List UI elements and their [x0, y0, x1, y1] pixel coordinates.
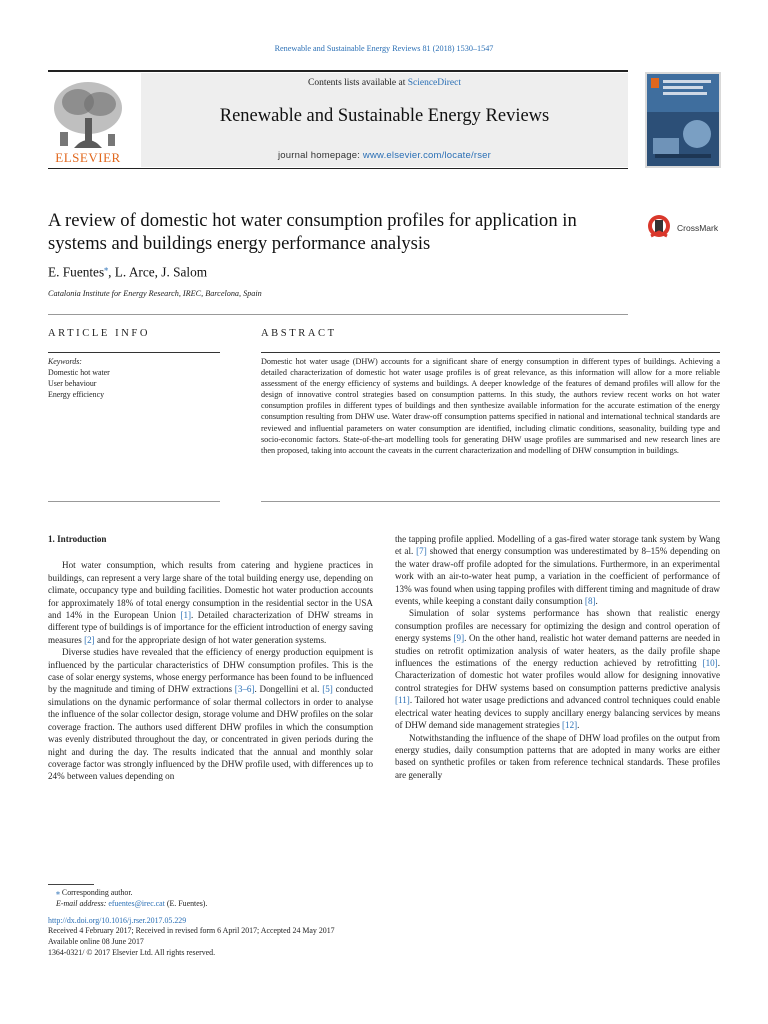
section-title: 1. Introduction [48, 534, 107, 544]
crossmark-icon[interactable] [647, 212, 671, 242]
keywords-block [48, 356, 110, 400]
body-left-column [48, 533, 373, 783]
crossmark-label[interactable]: CrossMark [677, 223, 719, 233]
email-label: E-mail address: [56, 898, 109, 908]
keywords-label: Keywords: [48, 357, 82, 366]
footnote-block [48, 888, 335, 959]
footnote-rule [48, 884, 94, 885]
doi-link[interactable]: http://dx.doi.org/10.1016/j.rser.2017.05.229 [48, 915, 187, 925]
journal-title: Renewable and Sustainable Energy Reviews [219, 106, 550, 126]
author-list [48, 264, 207, 280]
citation-link[interactable]: [7] [416, 546, 427, 557]
available-online: Available online 08 June 2017 [48, 937, 144, 947]
abstract-heading: ABSTRACT [261, 328, 337, 339]
author-affiliation: Catalonia Institute for Energy Research, IREC, Barcelona, Spain [48, 289, 262, 298]
email-link[interactable]: efuentes@irec.cat [108, 898, 165, 908]
author-others: , L. Arce, J. Salom [108, 264, 208, 280]
contents-line [141, 78, 628, 88]
article-info-bottom-rule [48, 501, 220, 502]
citation-link[interactable]: [3–6] [234, 684, 255, 695]
citation-link[interactable]: [1] [180, 610, 192, 621]
body-right-column [395, 533, 720, 781]
journal-cover-image [645, 72, 721, 168]
paragraph: the tapping profile applied. Modelling of a gas-fired water storage tank system by Wang et al. [7] showed that energy consumption was underestimated by 8–15% depending on the water draw-off profile adopted for the simulations. Furthermore, in an experimental work with an air-to-water heat pump, a variation in the coefficient of performance of 13% was found when using tapping profiles with different timing and magnitude of draw events, while keeping a constant daily consumption [8]. [395, 534, 720, 607]
corresponding-author-mark[interactable]: ⁎ [104, 264, 109, 273]
homepage-link[interactable]: www.elsevier.com/locate/rser [362, 150, 492, 161]
header-top-rule [48, 70, 628, 72]
keyword-item: Energy efficiency [48, 390, 105, 399]
citation-link[interactable]: [12] [562, 720, 578, 731]
citation-link[interactable]: [5] [322, 684, 333, 695]
article-info-heading: ARTICLE INFO [48, 328, 151, 339]
citation-link[interactable]: [8] [584, 596, 596, 607]
keyword-item: Domestic hot water [48, 368, 110, 377]
paragraph: Hot water consumption, which results from catering and hygiene practices in buildings, can represent a very large share of the total building energy use, depending on climate, occupancy type and building facilities. Domestic hot water production accounts for approximately 18% of total energy consumption in the residential sector in the USA and 14% in the European Union [1]. Detailed characterization of DHW streams in different type of buildings is of importance for the efficient introduction of energy saving measures [2] and for the appropriate design of hot water generation systems. [48, 560, 373, 645]
abstract-rule [261, 352, 720, 353]
elsevier-wordmark: ELSEVIER [55, 150, 121, 165]
citation-link[interactable]: [10] [702, 658, 718, 669]
citation-link[interactable]: [9] [453, 633, 465, 644]
journal-citation[interactable]: Renewable and Sustainable Energy Reviews 81 (2018) 1530–1547 [274, 44, 494, 53]
homepage-prefix: journal homepage: [277, 150, 363, 161]
abstract-text: Domestic hot water usage (DHW) accounts for a significant share of energy consumption in different types of buildings. Achieving a detailed characterization of domestic hot water usage profiles is of great relevance, as this information will allow for a more reliable assessment of the energy efficiency of systems and buildings. A deeper knowledge of the features of demand profiles will allow for the design of innovative control strategies based on consumption patterns. In this study, the authors review recent works on hot water consumption profiles in different types of buildings and then synthesize available information for the accurate estimation of the energy consumption resulting from DHW use. Water draw-off consumption patterns specified in national and international technical standards are reviewed and influential parameters on water consumption are identified, including climatic conditions, seasonality, building type and socio-economic factors. State-of-the-art modelling tools for generating DHW usage profiles are summarised and new research lines are then proposed, taking into account the caveats in the current characterization and modelling of DHW consumption in buildings. [261, 357, 720, 455]
footnote-mark: ⁎ [56, 888, 60, 897]
contents-prefix: Contents lists available at [307, 78, 408, 88]
section-divider [48, 314, 628, 315]
email-line: E-mail address: efuentes@irec.cat (E. Fuentes). [56, 898, 208, 908]
corresponding-author-note: ⁎ Corresponding author. [56, 888, 133, 897]
header-bottom-rule [48, 168, 628, 169]
abstract-bottom-rule [261, 501, 720, 502]
journal-homepage-line [141, 150, 628, 161]
copyright-line: 1364-0321/ © 2017 Elsevier Ltd. All rights reserved. [48, 947, 216, 957]
article-info-rule [48, 352, 220, 353]
article-title: A review of domestic hot water consumption profiles for application in systems and buildings energy performance analysis [48, 210, 577, 254]
paragraph: Notwithstanding the influence of the shape of DHW load profiles on the output from energy studies, daily consumption patterns that are adopted in many works are either based on synthetic profiles or taken from reference technical standards. These profiles are generally [395, 732, 720, 780]
author-fuentes[interactable]: E. Fuentes [48, 264, 105, 280]
paragraph: Diverse studies have revealed that the efficiency of energy production equipment is influenced by the particular characteristics of DHW consumption profiles. This is the case of solar energy systems, whose energy performance has been found to be influenced by the magnitude and timing of DHW extractions [3–6]. Dongellini et al. [5] conducted simulations on the dynamic performance of solar thermal collectors in order to analyse the influence of the solar collector design, storage volume and DHW profiles on the solar coverage fraction. The authors used different DHW profiles in which the consumption was evenly distributed throughout the day, or concentrated in given periods during the night and during the day. The results indicated that the annual and monthly solar coverage factor was strongly influenced by the DHW profile used, with differences up to 24% between values depending on [48, 647, 373, 782]
citation-link[interactable]: [11] [395, 695, 410, 706]
received-dates: Received 4 February 2017; Received in revised form 6 April 2017; Accepted 24 May 2017 [48, 926, 335, 936]
citation-link[interactable]: [2] [84, 634, 95, 645]
sciencedirect-link[interactable]: ScienceDirect [407, 78, 461, 88]
keyword-item: User behaviour [48, 379, 97, 388]
paragraph: Simulation of solar systems performance has shown that realistic energy consumption profiles are necessary for optimizing the design and control operation of energy systems [9]. On the other hand, realistic hot water demand patterns are needed in studies on retrofit optimization analysis of water heaters, as the daily profile shape influences the estimations of the energy reduction achieved by retrofitting [10]. Characterization of domestic hot water profiles would allow for designing innovative control strategies for DHW systems based on consumption patterns predictive analysis [11]. Tailored hot water usage predictions and advanced control techniques could enable electrical water heating devices to supply ancillary energy balancing services by means of DHW demand side management strategies [12]. [395, 608, 720, 731]
